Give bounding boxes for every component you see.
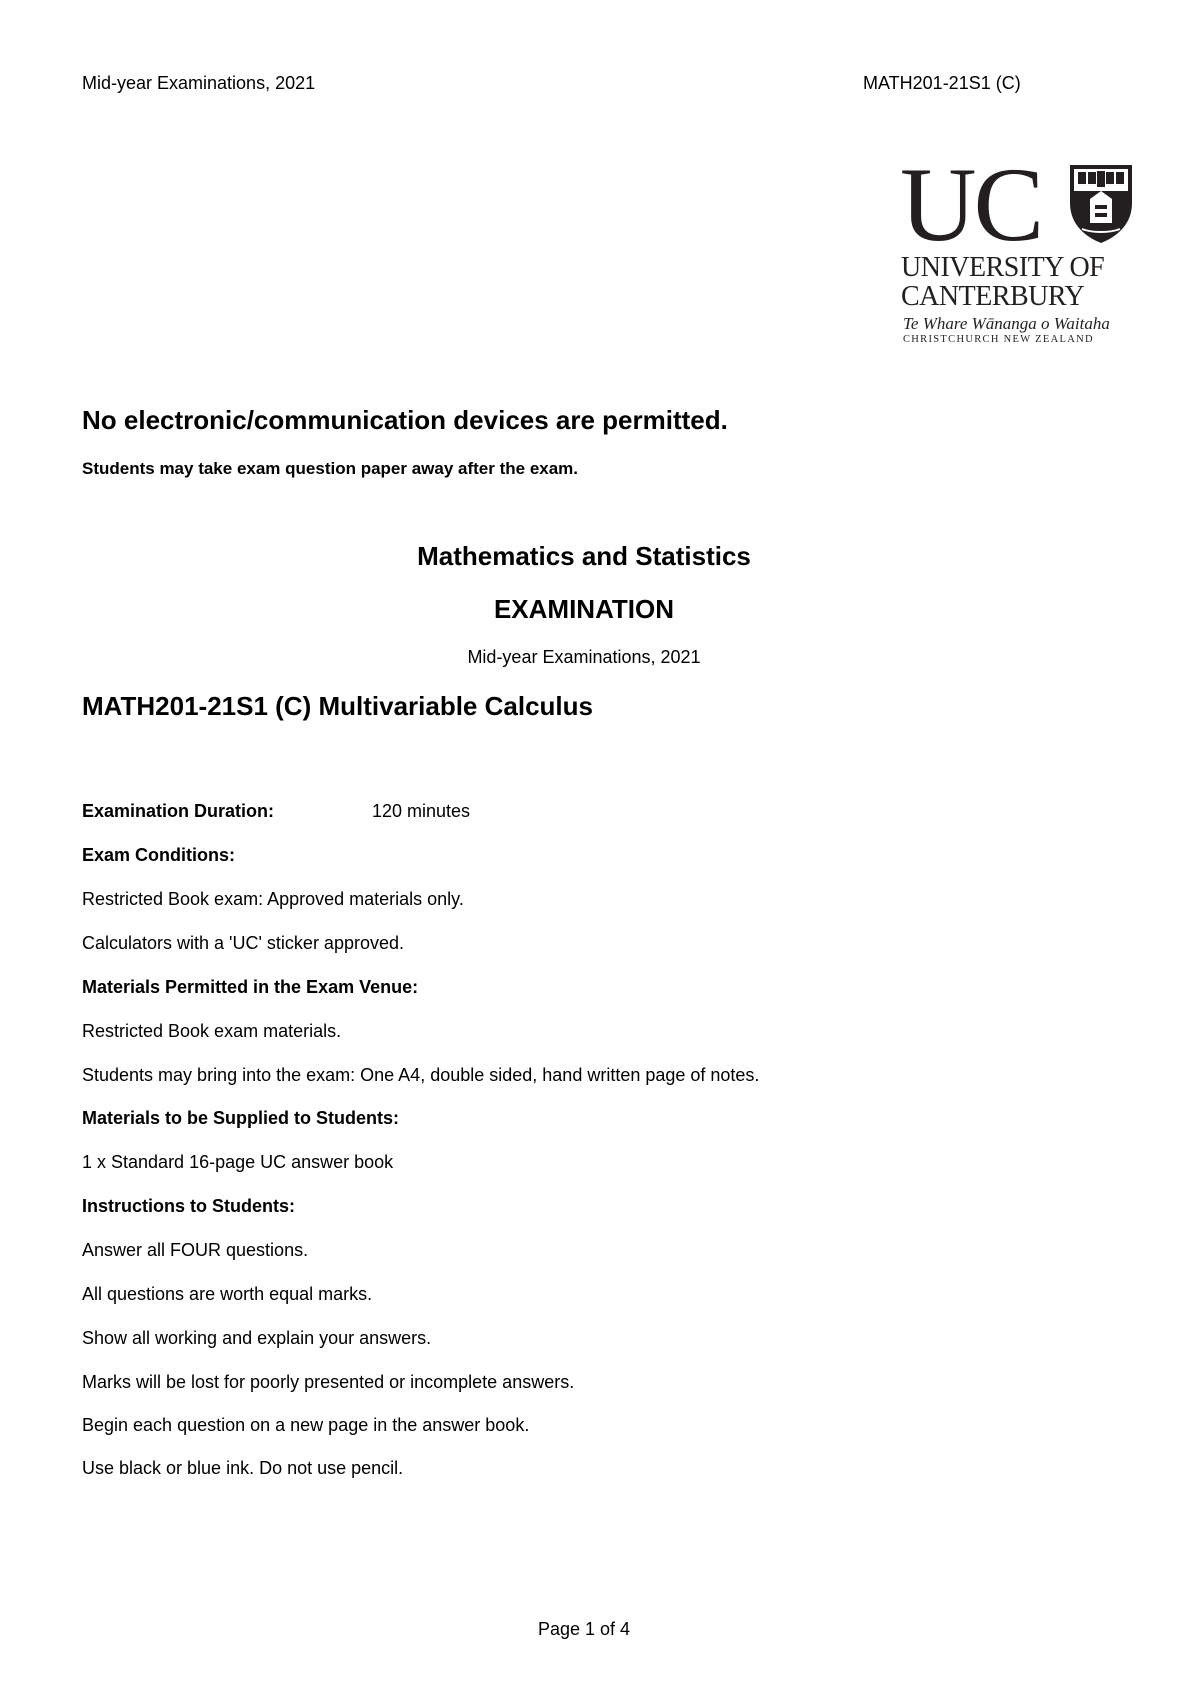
course-title: MATH201-21S1 (C) Multivariable Calculus [82, 691, 593, 721]
materials-permitted-item: Restricted Book exam materials. [82, 1021, 342, 1041]
take-away-notice: Students may take exam question paper away after the exam. [82, 459, 579, 478]
instruction-item: Begin each question on a new page in the answer book. [82, 1415, 530, 1435]
materials-supplied-item: 1 x Standard 16-page UC answer book [82, 1152, 394, 1172]
instruction-item: Use black or blue ink. Do not use pencil. [82, 1458, 404, 1478]
crest-icon [1068, 163, 1134, 245]
examination-heading: EXAMINATION [493, 594, 675, 624]
logo-location: CHRISTCHURCH NEW ZEALAND [903, 334, 1094, 345]
materials-permitted-label: Materials Permitted in the Exam Venue: [82, 977, 419, 997]
instructions-label: Instructions to Students: [82, 1196, 295, 1216]
header-course-code: MATH201-21S1 (C) [863, 73, 1021, 93]
header-exam-session: Mid-year Examinations, 2021 [82, 73, 316, 93]
university-logo [900, 146, 1145, 350]
devices-notice: No electronic/communication devices are permitted. [82, 405, 728, 435]
materials-permitted-item: Students may bring into the exam: One A4, double sided, hand written page of notes. [82, 1065, 760, 1085]
conditions-label: Exam Conditions: [82, 845, 236, 865]
logo-canterbury: CANTERBURY [901, 281, 1085, 312]
instruction-item: All questions are worth equal marks. [82, 1284, 373, 1304]
department-title: Mathematics and Statistics [417, 541, 751, 571]
logo-maori-name: Te Whare Wānanga o Waitaha [903, 314, 1110, 333]
materials-supplied-label: Materials to be Supplied to Students: [82, 1108, 400, 1128]
instruction-item: Answer all FOUR questions. [82, 1240, 309, 1260]
duration-label: Examination Duration: [82, 801, 275, 821]
page-number: Page 1 of 4 [537, 1619, 631, 1639]
exam-session: Mid-year Examinations, 2021 [467, 647, 701, 667]
instruction-item: Marks will be lost for poorly presented or incomplete answers. [82, 1372, 575, 1392]
logo-university-of: UNIVERSITY OF [901, 252, 1105, 283]
logo-uc-letters: UC [900, 146, 1042, 263]
duration-value: 120 minutes [372, 801, 471, 821]
instruction-item: Show all working and explain your answers. [82, 1328, 432, 1348]
condition-item: Restricted Book exam: Approved materials only. [82, 889, 464, 909]
condition-item: Calculators with a 'UC' sticker approved. [82, 933, 404, 953]
